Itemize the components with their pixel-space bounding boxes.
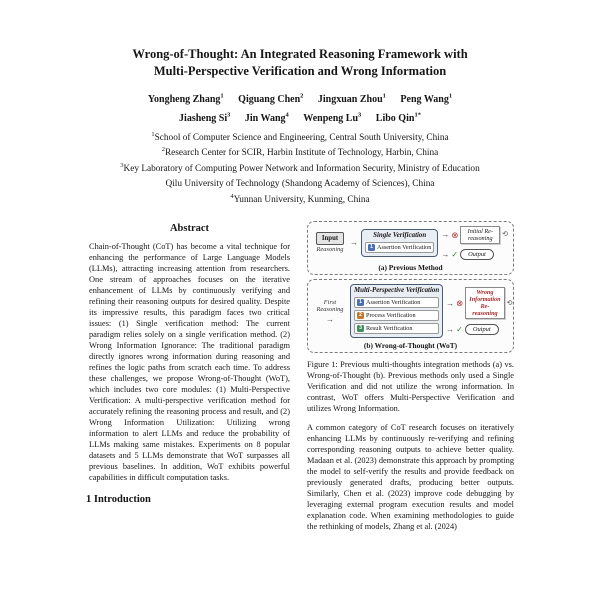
single-verification-box [361,229,438,257]
first-reasoning-group [313,299,347,324]
verification-item [354,297,439,308]
reasoning-label: Reasoning [316,246,344,254]
arrow-right-icon: → [326,314,334,324]
arrow-right-icon: → [446,325,455,335]
section-heading-introduction: 1 Introduction [86,493,151,505]
input-box: Input [316,232,344,245]
output-oval: Output [460,249,494,260]
figure-1 [307,221,514,414]
pass-branch [441,249,508,260]
two-column-body [86,221,514,600]
panel-a-label: (a) Previous Method [378,263,443,273]
left-column [86,221,293,600]
check-circle-icon: ✓ [451,249,459,259]
affiliation: $^2$Research Center for SCIR, Harbin Institute of Technology, Harbin, China [161,146,439,159]
right-column [307,221,514,600]
loop-arrow-icon: ⟲ [502,230,508,239]
wrong-information-re-reasoning-box: Wrong Information Re-reasoning [465,287,504,320]
verification-item [354,310,439,321]
multi-perspective-verification-title: Multi-Perspective Verification [354,287,440,295]
verification-item-label: Process Verification [366,312,416,320]
author: Jingxuan Zhou$^1$ [317,93,386,106]
author: Yongheng Zhang$^1$ [147,93,224,106]
author: Qiguang Chen$^2$ [238,93,304,106]
single-verification-title: Single Verification [373,231,427,239]
affiliations [0,129,600,207]
multi-perspective-verification-box [350,284,443,338]
arrow-right-icon: → [441,250,450,260]
arrow-right-icon: → [446,298,455,308]
abstract-heading: Abstract [169,222,210,234]
figure-panel-b [307,279,514,353]
first-reasoning-label: First Reasoning [316,298,344,314]
item-number-badge: 1 [357,299,364,306]
item-number-badge: 1 [368,244,375,251]
cross-circle-icon: ⊗ [456,298,464,309]
verification-item-label: Assertion Verification [377,243,432,251]
affiliation: Qilu University of Technology (Shandong Academy of Sciences), China [165,179,435,190]
verification-item-label: Result Verification [366,325,413,333]
paper-title-line1: Wrong-of-Thought: An Integrated Reasoning Framework with [132,47,468,61]
initial-re-reasoning-box: Initial Re-reasoning [460,226,500,244]
affiliation: $^1$School of Computer Science and Engineering, Central South University, China [151,130,449,143]
item-number-badge: 2 [357,312,364,319]
affiliation: $^3$Key Laboratory of Computing Power Network and Information Security, Ministry of Education [120,161,480,174]
affiliation: $^4$Yunnan University, Kunming, China [230,193,370,206]
item-number-badge: 3 [357,325,364,332]
panel-b-label: (b) Wrong-of-Thought (WoT) [363,341,458,351]
arrow-right-icon: → [350,238,358,248]
panel-a-branches [441,226,508,260]
verification-item [354,323,439,334]
author: Jiasheng Si$^3$ [179,111,231,124]
author: Wenpeng Lu$^3$ [303,111,362,124]
authors-line-2 [0,107,600,125]
introduction-paragraph: A common category of CoT research focuses on iteratively enhancing LLMs by continuously re-verifying and refining corresponding reasoning outputs to achieve better quality. Madaan et al. (2023) demonstrate this approach by prompting the model to self-verify the results and provide feedback on previously generated drafts, producing better outputs. Similarly, Chen et al. (2023) improve code debugging by leveraging external program execution results and model explanation code. When examining methodologies to guide the rethinking of models, Zhang et al. (2024) [307,423,514,532]
author: Jin Wang$^4$ [244,111,289,124]
figure-panel-a [307,221,514,275]
verification-item [365,242,434,253]
author: Libo Qin$^{1*}$ [375,111,421,124]
paper-title [70,46,530,80]
author: Peng Wang$^1$ [400,93,453,106]
pass-branch [446,324,512,335]
cross-circle-icon: ⊗ [451,229,459,240]
paper-title-line2: Multi-Perspective Verification and Wrong Information [153,64,447,78]
fail-branch [441,226,508,244]
fail-branch [446,287,512,320]
abstract-text: Chain-of-Thought (CoT) has become a vital technique for enhancing the performance of Large Language Models (LLMs), attracting increasing attention from researchers. One stream of approaches focuses on the iterative enhancement of LLMs by continuously verifying and refining their reasoning outputs for desired quality. Despite its impressive results, this paradigm faces two critical issues: (1) Single verification method: The current paradigm relies solely on a single verification method. (2) Wrong Information Ignorance: The traditional paradigm directly ignores wrong information during reasoning and refines the logic paths from scratch each time. To address these challenges, we propose Wrong-of-Thought (WoT), which includes two core modules: (1) Multi-Perspective Verification: A multi-perspective verification method for accurately refining the reasoning process and result, and (2) Wrong Information Utilization: Utilizing wrong information to alert LLMs and reduce the probability of LLMs making same mistakes. Experiments on 8 popular datasets and 5 LLMs demonstrate that WoT surpasses all previous baselines. In addition, WoT exhibits powerful capabilities in difficult computation tasks. [89,241,290,482]
output-oval: Output [465,324,499,335]
check-circle-icon: ✓ [456,324,463,334]
panel-b-branches [446,287,512,336]
verification-item-label: Assertion Verification [366,299,421,307]
input-group [313,232,347,254]
arrow-right-icon: → [441,230,450,240]
authors-line-1 [0,89,600,107]
figure-caption: Figure 1: Previous multi-thoughts integration methods (a) vs. Wrong-of-Thought (b). Previous methods only used a Single Verification and did not utilize the wrong information. In contrast, WoT offers Multi-Perspective Verification and utilizes Wrong Information. [307,360,514,414]
loop-arrow-icon: ⟲ [506,298,513,307]
